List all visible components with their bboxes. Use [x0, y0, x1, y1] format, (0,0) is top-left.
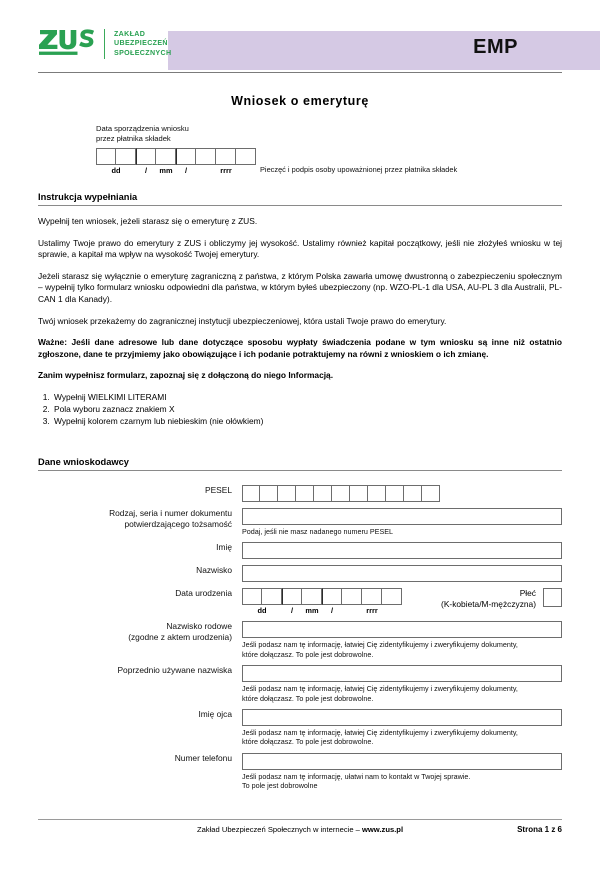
father-name-hint-line1: Jeśli podasz nam tę informację, łatwiej Cię zidentyfikujemy i zweryfikujemy dokumenty, — [242, 727, 518, 737]
phone-hint-line2: To pole jest dobrowolne — [242, 781, 318, 791]
pesel-input[interactable] — [242, 485, 562, 502]
birth-date-group — [242, 588, 410, 615]
previous-names-hint-line2: które dołączasz. To pole jest dobrowolne. — [242, 693, 374, 703]
instruction-paragraph: Wypełnij ten wniosek, jeżeli starasz się o emeryturę z ZUS. — [38, 216, 258, 226]
father-name-hint-line2: które dołączasz. To pole jest dobrowolne. — [242, 737, 374, 747]
field-birth-date — [38, 588, 562, 615]
sex-input[interactable] — [543, 588, 562, 607]
previous-names-input[interactable] — [242, 665, 562, 682]
instruction-paragraph: Twój wniosek przekażemy do zagranicznej instytucji ubezpieczeniowej, która ustali Twoje prawo do emerytury. — [38, 315, 447, 326]
birth-date-cell[interactable] — [322, 588, 342, 605]
instruction-step: 2. Pola wyboru zaznacz znakiem X — [52, 403, 562, 415]
birth-date-cell[interactable] — [242, 588, 262, 605]
legend-sep2: / — [184, 166, 188, 175]
footer-divider — [38, 819, 562, 820]
date-cell[interactable] — [176, 148, 196, 165]
instructions-body — [38, 216, 562, 427]
date-cell[interactable] — [216, 148, 236, 165]
page-title: Wniosek o emeryturę — [231, 94, 369, 108]
pesel-cell[interactable] — [278, 485, 296, 502]
page-header — [38, 20, 562, 72]
pesel-cell[interactable] — [368, 485, 386, 502]
birth-date-cell[interactable] — [262, 588, 282, 605]
first-name-input[interactable] — [242, 542, 562, 559]
field-label-sex — [441, 588, 536, 610]
field-label-maiden-name-line1: Nazwisko rodowe — [166, 621, 232, 632]
zus-brand — [38, 24, 171, 64]
zus-logo-icon — [38, 27, 94, 61]
field-label-last-name: Nazwisko — [196, 565, 232, 576]
pesel-cell[interactable] — [242, 485, 260, 502]
preparation-date-block — [38, 124, 562, 180]
id-document-hint: Podaj, jeśli nie masz nadanego numeru PESEL — [242, 526, 394, 536]
field-label-birth-date: Data urodzenia — [175, 588, 232, 599]
birth-date-cell[interactable] — [362, 588, 382, 605]
footer-page-number: Strona 1 z 6 — [517, 825, 562, 834]
preparation-date-caption — [96, 124, 189, 145]
date-cell[interactable] — [116, 148, 136, 165]
stamp-signature-note: Pieczęć i podpis osoby upoważnionej przez płatnika składek — [260, 165, 458, 174]
pesel-cell[interactable] — [350, 485, 368, 502]
field-first-name — [38, 542, 562, 559]
field-label-id-document-line2: potwierdzającego tożsamość — [124, 518, 232, 529]
pesel-cell[interactable] — [296, 485, 314, 502]
legend-sep2: / — [330, 606, 334, 616]
legend-mm: mm — [159, 166, 173, 175]
instructions-heading: Instrukcja wypełniania — [38, 192, 562, 206]
field-pesel — [38, 485, 562, 502]
field-label-maiden-name — [38, 621, 242, 643]
pesel-cell[interactable] — [422, 485, 440, 502]
form-code-label: EMP — [473, 36, 518, 58]
field-label-pesel: PESEL — [204, 484, 232, 495]
footer-text-label: Zakład Ubezpieczeń Społecznych w internecie – — [196, 825, 362, 834]
previous-names-hint-line1: Jeśli podasz nam tę informację, łatwiej Cię zidentyfikujemy i zweryfikujemy dokumenty, — [242, 684, 518, 694]
org-name — [114, 30, 171, 58]
field-label-maiden-name-line2: (zgodne z aktem urodzenia) — [128, 632, 232, 643]
field-label-id-document — [38, 508, 242, 530]
field-phone — [38, 753, 562, 791]
applicant-fields — [38, 485, 562, 791]
field-label-sex-line1: Płeć — [519, 588, 536, 599]
pesel-cell[interactable] — [314, 485, 332, 502]
phone-hint — [242, 772, 562, 791]
pesel-cell[interactable] — [260, 485, 278, 502]
pesel-cell[interactable] — [404, 485, 422, 502]
maiden-name-hint — [242, 640, 562, 659]
org-name-line3: SPOŁECZNYCH — [114, 48, 172, 57]
form-page — [0, 20, 600, 869]
legend-dd: dd — [111, 166, 121, 175]
field-maiden-name — [38, 621, 562, 659]
birth-date-cell[interactable] — [342, 588, 362, 605]
instruction-steps — [38, 391, 562, 427]
legend-mm: mm — [305, 606, 319, 616]
field-previous-names — [38, 665, 562, 703]
field-label-sex-line2: (K-kobieta/M-mężczyzna) — [441, 599, 536, 610]
field-label-father-name: Imię ojca — [198, 708, 232, 719]
date-cell[interactable] — [136, 148, 156, 165]
legend-dd: dd — [257, 606, 267, 616]
birth-date-cell[interactable] — [382, 588, 402, 605]
maiden-name-input[interactable] — [242, 621, 562, 638]
last-name-input[interactable] — [242, 565, 562, 582]
father-name-input[interactable] — [242, 709, 562, 726]
instruction-paragraph: Jeżeli starasz się wyłącznie o emeryturę zagraniczną z państwa, z którym Polska zawarła umowę dwustronną o zabezpieczeniu społecznym – wypełnij tylko formularz wniosku odpowiedni dla państwa, w którym byłeś ubezpieczony (np. WZO-PL-1 dla USA, AU-PL 3 dla Australii, PL-CAN 1 dla Kanady). — [38, 270, 562, 304]
field-label-previous-names: Poprzednio używane nazwiska — [117, 665, 232, 676]
instruction-step: 3. Wypełnij kolorem czarnym lub niebieskim (nie ołówkiem) — [52, 415, 562, 427]
instruction-paragraph-important: Ważne: Jeśli dane adresowe lub dane dotyczące sposobu wypłaty świadczenia podane w tym wniosku są inne niż ostatnio zgłoszone, dane te przyjmiemy jako obowiązujące i ich podanie potraktujemy na równi z wnioskiem o ich zmianę. — [38, 337, 562, 359]
preparation-date-input[interactable] — [96, 148, 256, 165]
field-label-id-document-line1: Rodzaj, seria i numer dokumentu — [109, 507, 232, 518]
field-label-first-name: Imię — [216, 542, 232, 553]
legend-rrrr: rrrr — [220, 166, 232, 175]
field-id-document — [38, 508, 562, 536]
phone-hint-line1: Jeśli podasz nam tę informację, ułatwi nam to kontakt w Twojej sprawie. — [242, 771, 471, 781]
header-divider — [38, 72, 562, 73]
phone-input[interactable] — [242, 753, 562, 770]
date-cell[interactable] — [96, 148, 116, 165]
org-name-line2: UBEZPIECZEŃ — [114, 39, 168, 48]
birth-date-cell[interactable] — [302, 588, 322, 605]
brand-divider — [104, 29, 105, 59]
page-footer — [38, 819, 562, 837]
previous-names-hint — [242, 684, 562, 703]
instruction-paragraph-notice: Zanim wypełnisz formularz, zapoznaj się z dołączoną do niego Informacją. — [38, 370, 334, 381]
birth-date-input[interactable] — [242, 588, 410, 605]
preparation-date-caption-line2: przez płatnika składek — [96, 134, 171, 144]
legend-sep1: / — [290, 606, 294, 616]
maiden-name-hint-line1: Jeśli podasz nam tę informację, łatwiej Cię zidentyfikujemy i zweryfikujemy dokumenty, — [242, 640, 518, 650]
date-cell[interactable] — [156, 148, 176, 165]
instruction-paragraph: Ustalimy Twoje prawo do emerytury z ZUS i obliczymy jej wysokość. Ustalimy również kapitał początkowy, jeśli nie złożyłeś wniosku w tej sprawie, a kapitał ma wpływ na wysokość Twojej emerytury. — [38, 237, 562, 260]
father-name-hint — [242, 728, 562, 747]
legend-rrrr: rrrr — [366, 606, 378, 616]
org-name-line1: ZAKŁAD — [114, 30, 146, 39]
field-father-name — [38, 709, 562, 747]
field-last-name — [38, 565, 562, 582]
legend-sep1: / — [144, 166, 148, 175]
footer-text — [38, 825, 562, 834]
preparation-date-caption-line1: Data sporządzenia wniosku — [96, 124, 189, 133]
footer-website-link[interactable]: www.zus.pl — [361, 825, 404, 834]
id-document-input[interactable] — [242, 508, 562, 525]
birth-date-legend — [242, 606, 402, 615]
instruction-step: 1. Wypełnij WIELKIMI LITERAMI — [52, 391, 562, 403]
field-label-phone: Numer telefonu — [174, 752, 232, 763]
form-code-band — [168, 31, 600, 70]
date-cell[interactable] — [196, 148, 216, 165]
field-sex — [441, 588, 562, 610]
pesel-cell[interactable] — [332, 485, 350, 502]
maiden-name-hint-line2: które dołączasz. To pole jest dobrowolne. — [242, 649, 374, 659]
date-cell[interactable] — [236, 148, 256, 165]
pesel-cell[interactable] — [386, 485, 404, 502]
birth-date-cell[interactable] — [282, 588, 302, 605]
preparation-date-legend — [96, 166, 256, 175]
applicant-section-heading: Dane wnioskodawcy — [38, 457, 562, 471]
